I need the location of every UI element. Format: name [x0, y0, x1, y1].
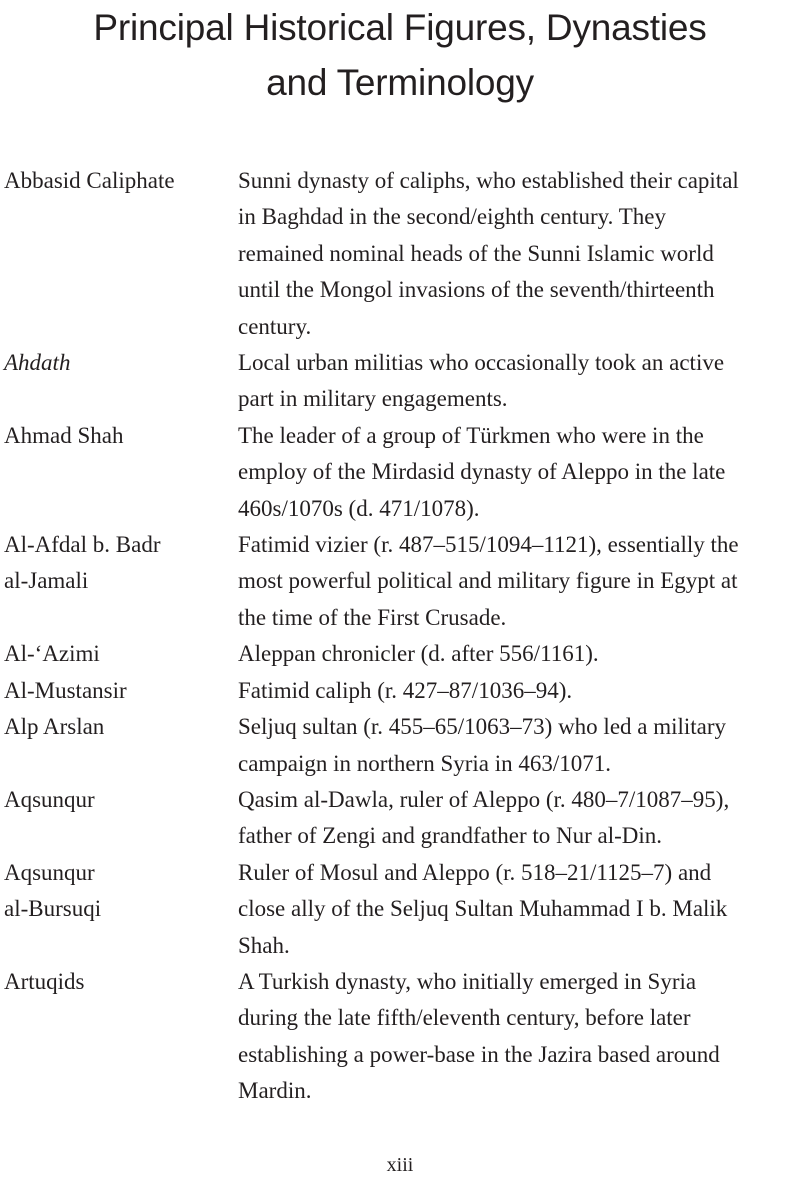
- glossary-definition: [238, 636, 800, 672]
- glossary-definition-line: Qasim al-Dawla, ruler of Aleppo (r. 480–7/1087–95),: [238, 786, 730, 812]
- glossary-term-line: al-Bursuqi: [4, 896, 102, 922]
- glossary-definition-line: century.: [238, 313, 312, 339]
- glossary-definition-line: Fatimid caliph (r. 427–87/1036–94).: [238, 677, 573, 703]
- glossary-term-line: Abbasid Caliphate: [4, 168, 175, 193]
- glossary-definition: [238, 163, 800, 345]
- glossary-term-line: Aqsunqur: [4, 786, 95, 812]
- glossary-term-line: Aqsunqur: [4, 859, 95, 885]
- glossary-definition-line: establishing a power-base in the Jazira based around: [238, 1041, 720, 1067]
- page-title-line: Principal Historical Figures, Dynasties: [93, 7, 707, 48]
- glossary-definition: [238, 673, 800, 709]
- glossary-definition-line: Sunni dynasty of caliphs, who established their capital: [238, 168, 739, 193]
- glossary-term: [4, 163, 238, 199]
- glossary-definition-line: Mardin.: [238, 1078, 312, 1104]
- glossary-term-line: Al-Afdal b. Badr: [4, 532, 161, 558]
- glossary-definition-line: Shah.: [238, 932, 290, 958]
- glossary-definition-line: Ruler of Mosul and Aleppo (r. 518–21/1125–7) and: [238, 859, 712, 885]
- glossary-entry: [4, 418, 800, 527]
- glossary-definition-line: Local urban militias who occasionally took an active: [238, 350, 725, 376]
- glossary-definition: [238, 782, 800, 855]
- glossary-definition-line: employ of the Mirdasid dynasty of Aleppo in the late: [238, 459, 726, 485]
- glossary-definition-line: part in military engagements.: [238, 386, 508, 412]
- page-title-line: and Terminology: [266, 62, 534, 103]
- glossary-term: [4, 345, 238, 381]
- glossary-definition: [238, 345, 800, 418]
- glossary-entry: [4, 964, 800, 1110]
- glossary-term-line: al-Jamali: [4, 568, 89, 594]
- glossary-definition-line: until the Mongol invasions of the seventh/thirteenth: [238, 277, 715, 303]
- glossary-definition: [238, 527, 800, 636]
- glossary-definition-line: campaign in northern Syria in 463/1071.: [238, 750, 612, 776]
- glossary-term-line: Alp Arslan: [4, 714, 105, 740]
- glossary-definition-line: Seljuq sultan (r. 455–65/1063–73) who led a military: [238, 714, 727, 740]
- glossary-entry: [4, 782, 800, 855]
- glossary-term: [4, 855, 238, 928]
- glossary-term: [4, 709, 238, 745]
- glossary-term-line: Artuqids: [4, 968, 85, 994]
- glossary-term: [4, 782, 238, 818]
- glossary-definition: [238, 855, 800, 964]
- glossary-definition: [238, 709, 800, 782]
- glossary-definition-line: father of Zengi and grandfather to Nur al-Din.: [238, 823, 663, 849]
- glossary-list: [4, 163, 800, 1110]
- page-number: xiii: [386, 1154, 414, 1176]
- glossary-definition-line: Aleppan chronicler (d. after 556/1161).: [238, 641, 599, 667]
- glossary-term-line: Al-‘Azimi: [4, 641, 100, 667]
- glossary-definition-line: remained nominal heads of the Sunni Islamic world: [238, 240, 714, 266]
- glossary-definition: [238, 418, 800, 527]
- glossary-entry: [4, 527, 800, 636]
- glossary-definition-line: close ally of the Seljuq Sultan Muhammad I b. Malik: [238, 896, 728, 922]
- glossary-entry: [4, 636, 800, 672]
- glossary-entry: [4, 673, 800, 709]
- glossary-definition-line: the time of the First Crusade.: [238, 604, 507, 630]
- glossary-definition: [238, 964, 800, 1110]
- glossary-definition-line: A Turkish dynasty, who initially emerged in Syria: [238, 968, 697, 994]
- glossary-term-line: Ahmad Shah: [4, 422, 124, 448]
- glossary-definition-line: in Baghdad in the second/eighth century. They: [238, 204, 666, 230]
- glossary-term-line: Al-Mustansir: [4, 677, 127, 703]
- glossary-definition-line: Fatimid vizier (r. 487–515/1094–1121), essentially the: [238, 532, 739, 558]
- glossary-entry: [4, 855, 800, 964]
- glossary-term-line: Ahdath: [4, 350, 71, 376]
- glossary-term: [4, 636, 238, 672]
- glossary-entry: [4, 709, 800, 782]
- glossary-entry: [4, 345, 800, 418]
- glossary-entry: [4, 163, 800, 345]
- page-title: [0, 0, 800, 110]
- glossary-definition-line: 460s/1070s (d. 471/1078).: [238, 495, 480, 521]
- glossary-term: [4, 418, 238, 454]
- glossary-definition-line: during the late fifth/eleventh century, before later: [238, 1005, 691, 1031]
- glossary-term: [4, 527, 238, 600]
- glossary-term: [4, 964, 238, 1000]
- glossary-term: [4, 673, 238, 709]
- glossary-definition-line: most powerful political and military figure in Egypt at: [238, 568, 738, 594]
- glossary-definition-line: The leader of a group of Türkmen who were in the: [238, 422, 704, 448]
